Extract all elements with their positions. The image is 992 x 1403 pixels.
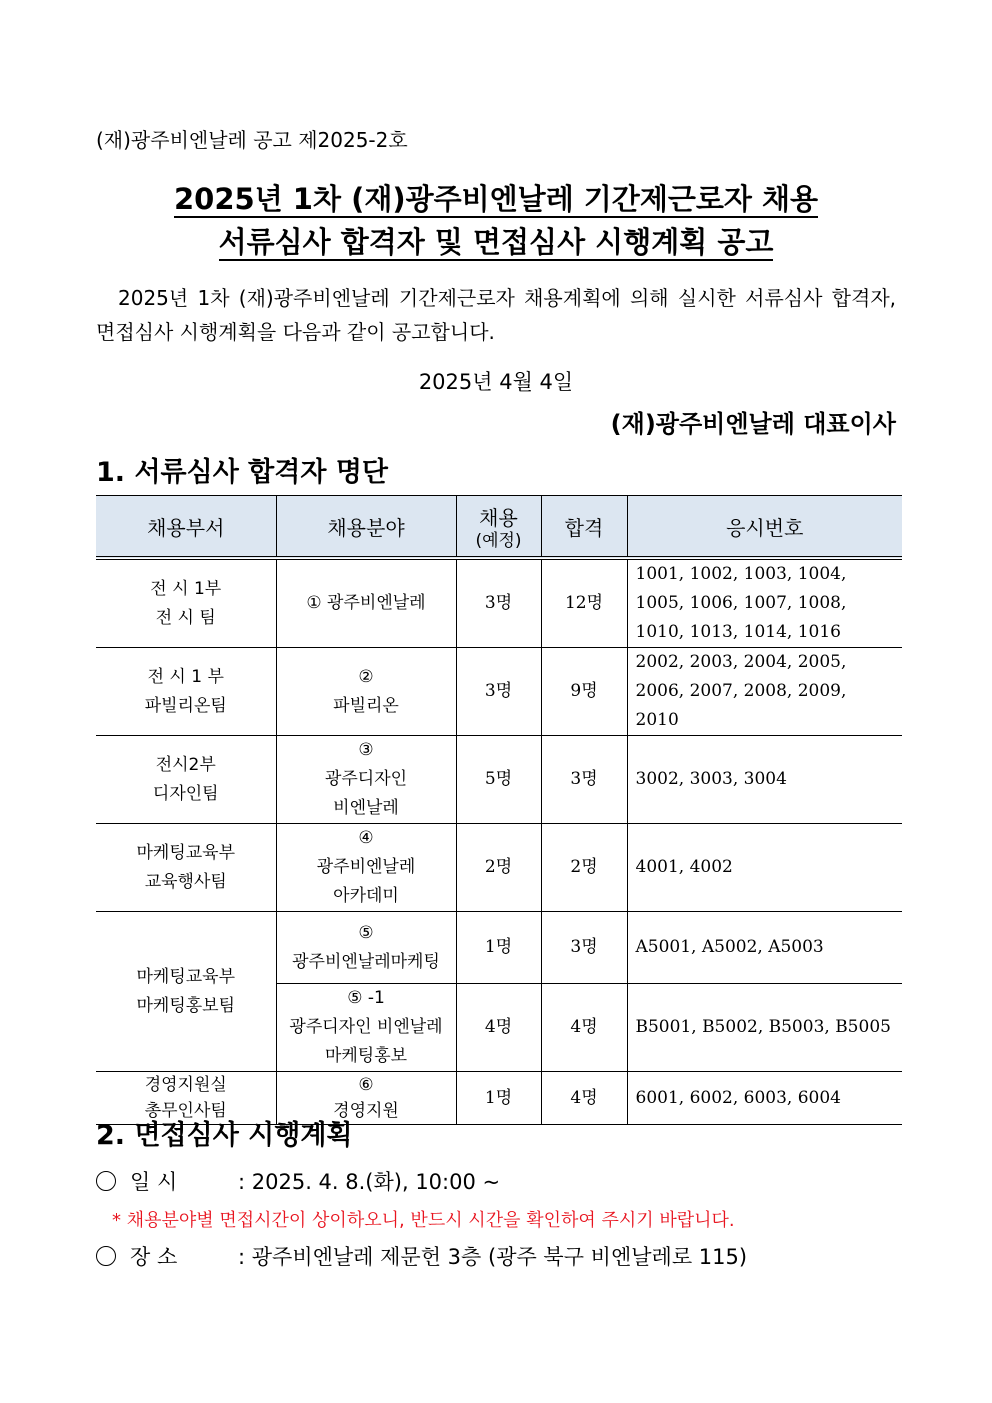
planned-cell: 1명 — [456, 1072, 541, 1125]
exam-cell: 3002, 3003, 3004 — [627, 736, 902, 824]
time-label: 일 시 — [130, 1170, 178, 1194]
header-field: 채용분야 — [276, 496, 456, 559]
passed-cell: 2명 — [541, 824, 627, 912]
header-passed: 합격 — [541, 496, 627, 559]
interview-place-row — [96, 1241, 747, 1271]
intro-paragraph: 2025년 1차 (재)광주비엔날레 기간제근로자 채용계획에 의해 실시한 서류심사 합격자, 면접심사 시행계획을 다음과 같이 공고합니다. — [96, 286, 896, 344]
dept-cell: 경영지원실 총무인사팀 — [96, 1072, 276, 1125]
header-planned: 채용 (예정) — [456, 496, 541, 559]
notice-number: (재)광주비엔날레 공고 제2025-2호 — [96, 128, 408, 152]
interview-note: * 채용분야별 면접시간이 상이하오니, 반드시 시간을 확인하여 주시기 바랍니다. — [112, 1210, 735, 1231]
table-row — [96, 912, 902, 984]
field-cell: ① 광주비엔날레 — [276, 558, 456, 648]
dept-cell: 전시2부 디자인팀 — [96, 736, 276, 824]
interview-time-row — [96, 1166, 500, 1196]
table-header-row — [96, 496, 902, 559]
table-row — [96, 648, 902, 736]
page-title-line2: 서류심사 합격자 및 면접심사 시행계획 공고 — [218, 225, 774, 259]
dept-cell: 전 시 1부 전 시 팀 — [96, 558, 276, 648]
table-row — [96, 824, 902, 912]
place-label: 장 소 — [130, 1245, 178, 1269]
exam-cell: 1001, 1002, 1003, 1004, 1005, 1006, 1007, 1008, 1010, 1013, 1014, 1016 — [627, 558, 902, 648]
field-cell: ⑥ 경영지원 — [276, 1072, 456, 1125]
exam-cell: 4001, 4002 — [627, 824, 902, 912]
field-cell: ② 파빌리온 — [276, 648, 456, 736]
table-row — [96, 736, 902, 824]
circle-bullet-icon — [96, 1171, 116, 1191]
section-1-title: 1. 서류심사 합격자 명단 — [96, 457, 388, 488]
signature: (재)광주비엔날레 대표이사 — [610, 410, 896, 438]
field-cell: ③ 광주디자인 비엔날레 — [276, 736, 456, 824]
time-value: : 2025. 4. 8.(화), 10:00 ~ — [238, 1170, 501, 1194]
circle-bullet-icon — [96, 1246, 116, 1266]
page-title-line1: 2025년 1차 (재)광주비엔날레 기간제근로자 채용 — [173, 182, 819, 216]
exam-cell: 2002, 2003, 2004, 2005, 2006, 2007, 2008, 2009, 2010 — [627, 648, 902, 736]
section-2-title: 2. 면접심사 시행계획 — [96, 1120, 353, 1151]
planned-cell: 5명 — [456, 736, 541, 824]
field-cell: ⑤ -1 광주디자인 비엔날레 마케팅홍보 — [276, 984, 456, 1072]
planned-cell: 1명 — [456, 912, 541, 984]
planned-cell: 2명 — [456, 824, 541, 912]
exam-cell: B5001, B5002, B5003, B5005 — [627, 984, 902, 1072]
announcement-date: 2025년 4월 4일 — [418, 370, 574, 394]
field-cell: ④ 광주비엔날레 아카데미 — [276, 824, 456, 912]
passed-cell: 3명 — [541, 912, 627, 984]
dept-cell: 마케팅교육부 마케팅홍보팀 — [96, 912, 276, 1072]
passed-cell: 12명 — [541, 558, 627, 648]
dept-cell: 전 시 1 부 파빌리온팀 — [96, 648, 276, 736]
passed-cell: 9명 — [541, 648, 627, 736]
passed-cell: 4명 — [541, 1072, 627, 1125]
passed-applicants-table — [96, 495, 902, 1125]
planned-cell: 3명 — [456, 558, 541, 648]
exam-cell: 6001, 6002, 6003, 6004 — [627, 1072, 902, 1125]
exam-cell: A5001, A5002, A5003 — [627, 912, 902, 984]
planned-cell: 4명 — [456, 984, 541, 1072]
planned-cell: 3명 — [456, 648, 541, 736]
passed-cell: 4명 — [541, 984, 627, 1072]
field-cell: ⑤ 광주비엔날레마케팅 — [276, 912, 456, 984]
dept-cell: 마케팅교육부 교육행사팀 — [96, 824, 276, 912]
header-dept: 채용부서 — [96, 496, 276, 559]
table-row — [96, 558, 902, 648]
place-value: : 광주비엔날레 제문헌 3층 (광주 북구 비엔날레로 115) — [238, 1245, 748, 1269]
passed-cell: 3명 — [541, 736, 627, 824]
header-exam: 응시번호 — [627, 496, 902, 559]
